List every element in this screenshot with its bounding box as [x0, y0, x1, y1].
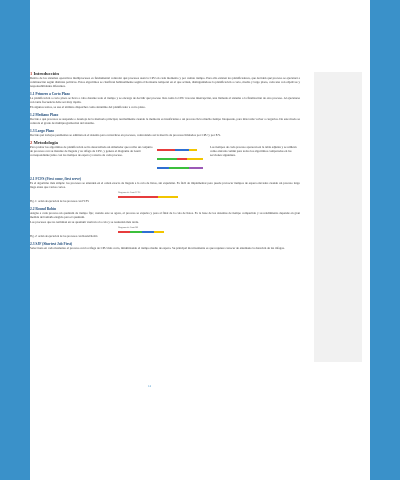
subsection-title: Mediano Plazo [35, 113, 59, 118]
gantt-bar [154, 231, 164, 233]
page-content [30, 71, 300, 252]
gantt-bar [118, 231, 130, 233]
section-title: Introducción [33, 71, 59, 76]
section-number: 1 [30, 71, 33, 76]
rr-caption: Fig. 2: orden de ejecución de los procesos con Round Robin [30, 235, 98, 239]
gantt-bar [142, 231, 154, 233]
gantt-label: Diagrama de Gantt RR [118, 227, 139, 230]
bar-red [157, 149, 175, 151]
subsection-title: Round Robin [35, 206, 57, 211]
subsection-title: Largo Plazo [35, 129, 55, 134]
largo-paragraph: Decide qué trabajos pendientes se admiten en el sistema para convertirse en procesos, controlando así la mezcla de procesos limitados por CPU y por E/S. [30, 133, 221, 138]
subsection-title: SJF (Shortest Job First) [35, 241, 73, 246]
metodologia-block [30, 146, 300, 174]
subsection-number: 2.3 [30, 241, 35, 246]
sjf-paragraph: Selecciona en cada momento el proceso con la ráfaga de CPU más corta, minimizando el tiempo medio de espera. Su principal inconveniente es que requiere conocer de antemano la duración de las ráfagas. [30, 245, 285, 250]
rr-gantt [30, 227, 300, 235]
right-margin [370, 0, 400, 480]
intro-paragraph: Dentro de los sistemas operativos multiprocesos es fundamental controlar qué procesos usan la CPU en cada momento y por cuánto tiempo. Para ello existen los planificadores, que deciden qué proceso se ejecutará a continuación según distintas políticas. Estos algoritmos se clasifican habitualmente según el horizonte temporal en el que actúan, distinguiéndose la planificación a corto, medio y largo plazo, cada una con objetivos y responsabilidades diferentes. [30, 76, 300, 88]
left-margin [0, 0, 33, 480]
process-bars-graphic [157, 146, 205, 172]
medio-paragraph: Decide a qué procesos se suspende o desaloja de la memoria principal, normalmente cuando la memoria es insuficiente o un proceso lleva mucho tiempo bloqueado, para más tarde volver a cargarlos. De este modo se controla el grado de multiprogramación del sistema. [30, 117, 300, 126]
metodologia-right-text: Los tiempos de cada proceso aparecen en la tabla adjunta y se utilizan como entrada común para todos los algoritmos comparados en las secciones siguientes. [210, 145, 297, 158]
metodologia-left-text: Para probar los algoritmos de planificación se ha desarrollado un simulador que recibe un conjunto de procesos con su instante de llegada y su ráfaga de CPU, y genera el diagrama de Gantt correspondiente junto con los tiempos de espera y retorno de cada proceso. [30, 145, 153, 158]
subsection-number: 2.1 [30, 177, 35, 182]
subsection-number: 1.3 [30, 129, 35, 134]
section-number: 2 [30, 140, 33, 146]
process-table-figure [157, 146, 205, 172]
subsection-number: 2.2 [30, 206, 35, 211]
subsection-number: 1.1 [30, 91, 35, 96]
gantt-bar [130, 231, 142, 233]
comment-sidebar [314, 72, 362, 362]
bar-blue [175, 149, 189, 151]
subsection-title: FCFS (First come, first serve) [35, 177, 82, 182]
bar-yellow [189, 149, 197, 151]
corto-note: En algunos textos, se usa el término dispatcher como sinónimo del planificador a corto plazo. [30, 105, 146, 110]
fcfs-caption: Fig. 1: orden de ejecución de los procesos con FCFS [30, 200, 89, 204]
bar-yellow-2 [187, 158, 203, 160]
document-page [30, 0, 370, 480]
gantt-bar [158, 196, 178, 198]
bar-blue-2 [157, 167, 169, 169]
subsection-number: 1.2 [30, 113, 35, 118]
rr-note: Los procesos que no terminan en su quantum vuelven a la cola y se reanudan más tarde. [30, 220, 139, 225]
bar-green [157, 158, 177, 160]
bar-purple [189, 167, 203, 169]
corto-paragraph: La planificación a corto plazo se lleva a cabo durante todo el tiempo y se encarga de decidir qué proceso listo toma la CPU tras una interrupción, una llamada al sistema o la finalización de otro proceso. Al ejecutarse con tanta frecuencia debe ser muy rápida. [30, 95, 300, 104]
gantt-bar [118, 196, 158, 198]
rr-paragraph: Asigna a cada proceso un quantum de tiempo fijo; cuando este se agota, el proceso se expulsa y pasa al final de la cola de listos. Es la base de los sistemas de tiempo compartido y su rendimiento depende en gran medida del tamaño elegido para el quantum. [30, 210, 300, 219]
gantt-label: Diagrama de Gantt FCFS [118, 192, 141, 195]
fcfs-paragraph: Es el algoritmo más simple: los procesos se atienden en el orden exacto de llegada a la cola de listos, sin expulsión. Es fácil de implementar pero puede provocar tiempos de espera elevados cuando un proceso largo llega antes que varios cortos. [30, 181, 300, 190]
fcfs-gantt [30, 192, 300, 200]
bar-red-2 [177, 158, 187, 160]
subsection-title: Primero a Corto Plazo [35, 91, 70, 96]
page-number: 14 [148, 384, 151, 388]
section-title: Metodología [33, 140, 58, 146]
bar-green-2 [169, 167, 189, 169]
